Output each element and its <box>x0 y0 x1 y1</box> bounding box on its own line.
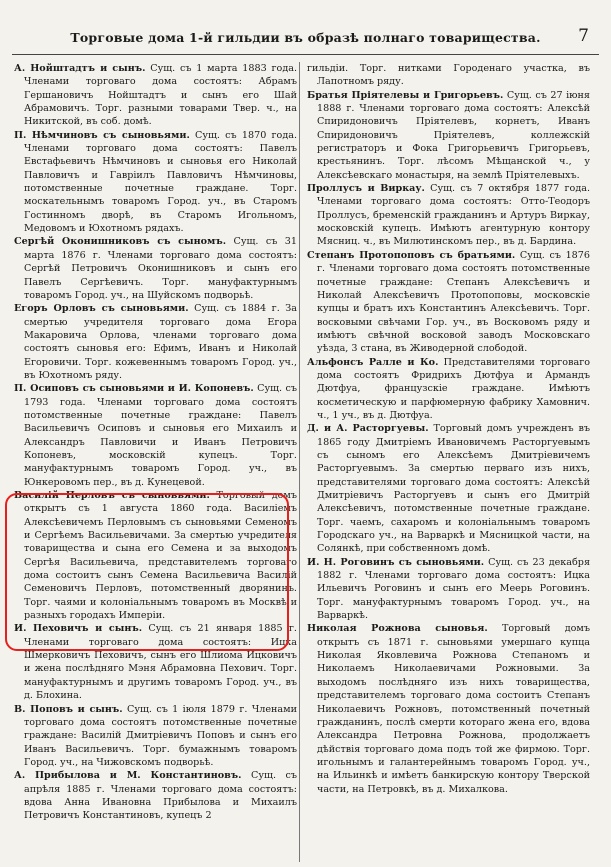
entry-orlov: Егоръ Орловъ съ сыновьями. Сущ. съ 1884 г. За смертью учредителя торговаго дома Егора Макаровича Орлова, членами торговаго дома состоятъ сыновья его: Ефимъ, Иванъ и Николай Егоровичи. Торг. кожевеннымъ товаромъ Город. уч., въ Юхотномъ ряду. <box>14 303 297 381</box>
entry-prollus: Проллусъ и Виркау. Сущ. съ 7 октября 1877 года. Членами торговаго дома состоятъ: Отто-Теодоръ Проллусъ, бременскій гражданинъ и Артуръ Виркау, московскій купецъ. Имѣютъ агентурную контору Мясниц. ч., въ Милютинскомъ пер., въ д. Бардина. <box>307 183 590 248</box>
entry-priyatelevy: Братья Прiятелевы и Григорьевъ. Сущ. съ 27 іюня 1888 г. Членами торговаго дома состоятъ: Алексѣй Спиридоновичъ Прiятелевъ, корнетъ, Иванъ Спиридоновичъ Прiятелевъ, коллежскій регистраторъ и Фока Григорьевичъ Григорьевъ, крестьянинъ. Торг. лѣсомъ Мѣщанской ч., у Алексѣевскаго монастыря, на землѣ Прiятелевыхъ. <box>307 89 590 181</box>
entry-ralle: Альфонсъ Ралле и Ко. Представителями торговаго дома состоятъ Фридрихъ Дютфуа и Армандъ Дютфуа, французскіе граждане. Имѣютъ косметическую и парфюмерную фабрику Хамовнич. ч., 1 уч., въ д. Дютфуа. <box>307 356 591 421</box>
entry-rozhnov: Николая Рожнова сыновья. Торговый домъ открытъ съ 1871 г. сыновьями умершаго купца Николая Яковлевича Рожнова Степаномъ и Николаемъ Николаевичами Рожновыми. За выходомъ послѣдняго изъ нихъ товарищества, представителемъ торговаго дома состоитъ Степанъ Николаевичъ Рожновъ, потомственный почетный гражданинъ, послѣ смерти котораго жена его, вдова Александра Петровна Рожнова, продолжаетъ дѣйствія торговаго дома подъ той же фирмою. Торг. игольнымъ и галантерейнымъ товаромъ Город. уч., на Ильинкѣ и имѣетъ банкирскую контору Тверской части, на Петровкѣ, въ д. Михалкова. <box>307 623 590 795</box>
page-title: Торговые дома 1-й гильдии въ образѣ полнаго товарищества. <box>70 30 541 45</box>
entry-osipov: П. Осиповъ съ сыновьями и И. Копоневъ. Сущ. съ 1793 года. Членами торговаго дома состоятъ потомственные почетные граждане: Павелъ Васильевичъ Осиповъ и сыновья его Михаилъ и Александръ Павловичи и Иванъ Петровичъ Копоневъ, московскій купецъ. Торг. мануфактурнымъ товаромъ Город. уч., въ Юнкеровомъ пер., въ д. Кунецевой. <box>14 383 297 488</box>
entry-okonishnikov: Сергѣй Оконишниковъ съ сыномъ. Сущ. съ 31 марта 1876 г. Членами торговаго дома состоятъ: Сергѣй Петровичъ Оконишниковъ и сынъ его Павелъ Сергѣевичъ. Торг. мануфактурнымъ товаромъ Город. уч., на Шуйскомъ подворьѣ. <box>14 236 297 301</box>
entry-neustadt: А. Нойштадтъ и сынъ. Сущ. съ 1 марта 1883 года. Членами торговаго дома состоятъ: Абрамъ Гершановичъ Нойштадтъ и сынъ его Шай Абрамовичъ. Торг. разными товарами Твер. ч., на Никитской, въ соб. домѣ. <box>14 63 297 128</box>
entry-pekhovich: И. Пеховичъ и сынъ. Сущ. съ 21 января 1885 г. Членами торговаго дома состоятъ: Ицка Шмерковичъ Пеховичъ, сынъ его Шлиома Ицковичъ и жена послѣдняго Мэня Абрамовна Пехович. Торг. мануфактурнымъ и другимъ товаромъ Город. уч., въ д. Блохина. <box>14 623 297 702</box>
right-column <box>307 62 590 796</box>
entry-continuation: гильдіи. Торг. нитками Городенаго участка, въ Лапотномъ ряду. <box>307 63 590 88</box>
header-rule <box>12 54 599 55</box>
page-header <box>0 26 611 52</box>
column-divider <box>299 62 300 862</box>
left-column <box>14 62 297 823</box>
entry-pribylova: А. Прибылова и М. Константиновъ. Сущ. съ апрѣля 1885 г. Членами торговаго дома состоятъ: вдова Анна Ивановна Прибылова и Михаилъ Петровичъ Константиновъ, купецъ 2 <box>14 770 297 822</box>
entry-protopopov: Степанъ Протопоповъ съ братьями. Сущ. съ 1876 г. Членами торговаго дома состоятъ потомственные почетные граждане: Степанъ Алексѣевичъ и Николай Алексѣевичъ Протопоповы, московскіе купцы и братъ ихъ Константинъ Алексѣевичъ. Торг. восковыми свѣчами Гор. уч., въ Восковомъ ряду и имѣютъ свѣчной восковой заводъ Московскаго уѣзда, 3 стана, въ Живодерной слободой. <box>307 249 590 355</box>
entry-nemchinov: П. Нѣмчиновъ съ сыновьями. Сущ. съ 1870 года. Членами торговаго дома состоятъ: Павелъ Евстафьевичъ Нѣмчиновъ и сыновья его Николай Павловичъ и Гавріилъ Павловичъ Нѣмчиновы, потомственные почетные граждане. Торг. москательнымъ товаромъ Город. уч., въ Старомъ Гостинномъ дворѣ, въ Старомъ Игольномъ, Медовомъ и Юхотномъ рядахъ. <box>14 129 297 235</box>
page-number: 7 <box>578 26 589 46</box>
entry-popov: В. Поповъ и сынъ. Сущ. съ 1 іюля 1879 г. Членами торговаго дома состоятъ потомственные почетные граждане: Василій Дмитріевичъ Поповъ и сынъ его Иванъ Васильевичъ. Торг. бумажнымъ товаромъ Город. уч., на Чижовскомъ подворьѣ. <box>14 703 297 768</box>
entry-rogovin: И. Н. Роговинъ съ сыновьями. Сущ. съ 23 декабря 1882 г. Членами торговаго дома состоятъ: Ицка Ильевичъ Роговинъ и сынъ его Меерь Роговинъ. Торг. мануфактурнымъ товаромъ Город. уч., на Варваркѣ. <box>307 556 590 622</box>
entry-rastorguevy: Д. и А. Расторгуевы. Торговый домъ учрежденъ въ 1865 году Дмитріемъ Ивановичемъ Расторгуевымъ съ сыномъ его Алексѣемъ Дмитріевичемъ Расторгуевымъ. За смертью перваго изъ нихъ, представителями торговаго дома состоятъ: Алексѣй Дмитріевичъ Расторгуевъ и сынъ его Дмитрій Алексѣевичъ, потомственные почетные граждане. Торг. чаемъ, сахаромъ и колоніальнымъ товаромъ Городскаго уч., на Варваркѣ и Мясницкой части, на Солянкѣ, при собственномъ домѣ. <box>307 423 590 555</box>
entry-perlov: Василій Перловъ съ сыновьями. Торговый домъ открытъ съ 1 августа 1860 года. Василіемъ Алексѣевичемъ Перловымъ съ сыновьями Семеномъ и Сергѣемъ Васильевичами. За смертью учредителя товарищества и сына его Семена и за выходомъ Сергѣя Васильевича, представителемъ торговаго дома состоитъ сынъ Семена Васильевича Василій Семеновичъ Перловъ, потомственный дворянинъ. Торг. чаями и колоніальнымъ товаромъ въ Москвѣ и разныхъ городахъ Имперіи. <box>14 490 297 622</box>
